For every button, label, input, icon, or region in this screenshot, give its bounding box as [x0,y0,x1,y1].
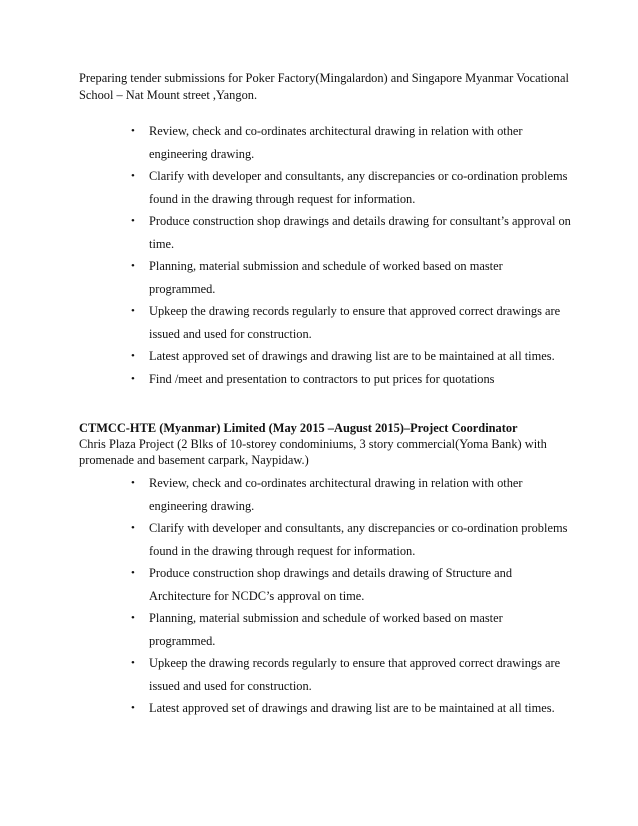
list-item: • Produce construction shop drawings and details drawing for consultant’s approval on time. [131,210,571,255]
job-section-header [79,420,599,468]
responsibilities-list-a [131,120,571,390]
list-item: • Produce construction shop drawings and details drawing of Structure and Architecture for NCDC’s approval on time. [131,562,571,607]
list-item: • Review, check and co-ordinates architectural drawing in relation with other engineering drawing. [131,120,571,165]
job-heading: CTMCC-HTE (Myanmar) Limited (May 2015 –August 2015)–Project Coordinator [79,421,518,435]
bullet-icon: • [131,170,135,182]
responsibilities-list-b [131,472,571,720]
bullet-icon: • [131,612,135,624]
list-item: • Upkeep the drawing records regularly to ensure that approved correct drawings are issued and used for construction. [131,300,571,345]
list-item: • Upkeep the drawing records regularly to ensure that approved correct drawings are issued and used for construction. [131,652,571,697]
bullet-icon: • [131,260,135,272]
bullet-icon: • [131,372,135,385]
bullet-icon: • [131,477,135,489]
intro-paragraph [79,70,579,104]
bullet-icon: • [131,215,135,227]
list-item: • Latest approved set of drawings and drawing list are to be maintained at all times. [131,345,571,368]
project-description: Chris Plaza Project (2 Blks of 10-storey condominiums, 3 story commercial(Yoma Bank) with promenade and basement carpark, Naypidaw.) [79,437,547,467]
bullet-icon: • [131,567,135,579]
list-item: • Clarify with developer and consultants, any discrepancies or co-ordination problems found in the drawing through request for information. [131,165,571,210]
bullet-icon: • [131,702,135,714]
list-item: • Planning, material submission and schedule of worked based on master programmed. [131,255,571,300]
intro-text: Preparing tender submissions for Poker Factory(Mingalardon) and Singapore Myanmar Vocational School – Nat Mount street ,Yangon. [79,71,569,102]
list-item: • Clarify with developer and consultants, any discrepancies or co-ordination problems found in the drawing through request for information. [131,517,571,562]
bullet-icon: • [131,522,135,534]
bullet-icon: • [131,350,135,362]
list-item: • Latest approved set of drawings and drawing list are to be maintained at all times. [131,697,571,720]
bullet-icon: • [131,125,135,137]
bullet-icon: • [131,657,135,669]
list-item: • Planning, material submission and schedule of worked based on master programmed. [131,607,571,652]
list-item: • Find /meet and presentation to contractors to put prices for quotations [131,368,571,391]
bullet-icon: • [131,305,135,317]
list-item: • Review, check and co-ordinates architectural drawing in relation with other engineering drawing. [131,472,571,517]
